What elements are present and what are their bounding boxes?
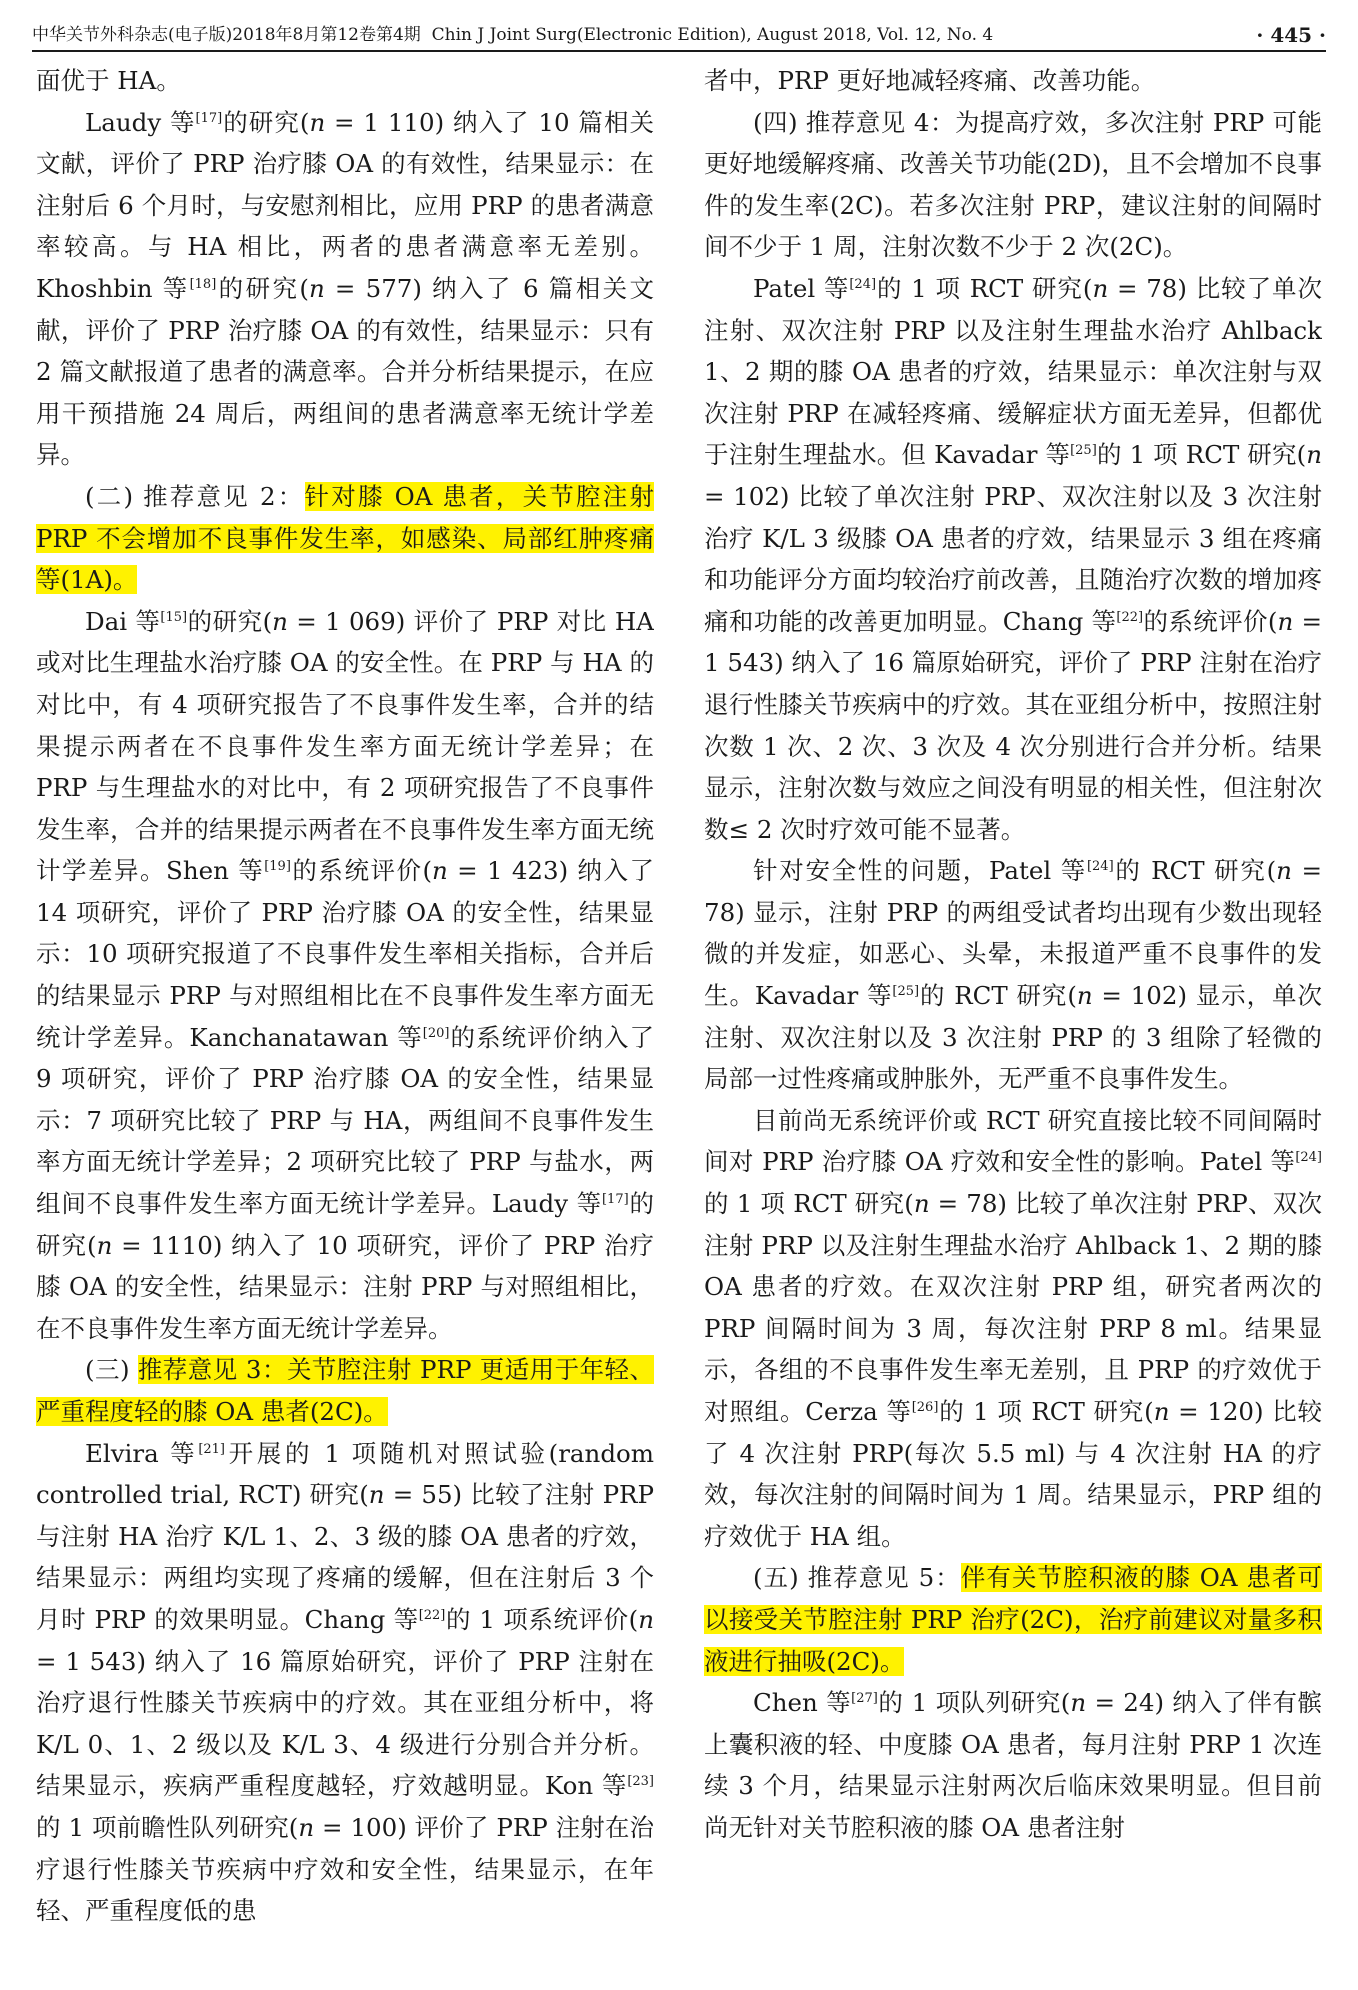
paragraph [36, 1433, 654, 1932]
text-run: (二) 推荐意见 2： [85, 481, 305, 511]
text-run: = 55) 比较了注射 PRP 与注射 HA 治疗 K/L 1、2、3 级的膝 OA 患者的疗效，结果显示：两组均实现了疼痛的缓解，但在注射后 3 个月时 PRP 的效果明显。Chang 等 [36, 1480, 654, 1634]
paragraph [36, 601, 654, 1350]
paragraph [36, 102, 654, 476]
journal-name-en: Chin J Joint Surg(Electronic Edition), August 2018, Vol. 12, No. 4 [431, 25, 994, 45]
text-run: Elvira 等 [85, 1438, 199, 1468]
paragraph [36, 60, 654, 102]
text-run: = 102) 显示，单次注射、双次注射以及 3 次注射 PRP 的 3 组除了轻微的局部一过性疼痛或肿胀外，无严重不良事件发生。 [704, 981, 1322, 1094]
sample-size-symbol: n [1070, 1688, 1087, 1718]
citation-ref: [24] [1295, 1150, 1322, 1166]
text-run: 的 RCT 研究( [1113, 856, 1277, 886]
paragraph [704, 1100, 1322, 1558]
paragraph [36, 476, 654, 601]
page-number: · 445 · [1256, 23, 1326, 47]
text-run: = 120) 比较了 4 次注射 PRP(每次 5.5 ml) 与 4 次注射 HA 的疗效，每次注射的间隔时间为 1 周。结果显示，PRP 组的疗效优于 HA 组。 [704, 1397, 1322, 1551]
citation-ref: [24] [849, 276, 877, 292]
paragraph [704, 1557, 1322, 1682]
text-run: (五) 推荐意见 5： [753, 1563, 961, 1593]
sample-size-symbol: n [1076, 981, 1093, 1011]
text-run: 的系统评价( [1143, 606, 1278, 636]
text-run: 的 1 项 RCT 研究( [704, 1189, 914, 1219]
text-run: = 78) 比较了单次注射 PRP、双次注射 PRP 以及注射生理盐水治疗 Ahlback 1、2 期的膝 OA 患者的疗效。在双次注射 PRP 组，研究者两次的 PRP 间隔时间为 3 周，每次注射 PRP 8 ml。结果显示，各组的不良事件发生率无差别，且 PRP 的疗效优于对照组。Cerza 等 [704, 1189, 1322, 1426]
citation-ref: [17] [601, 1191, 629, 1207]
paragraph [704, 268, 1322, 850]
text-run: 目前尚无系统评价或 RCT 研究直接比较不同间隔时间对 PRP 治疗膝 OA 疗效和安全性的影响。Patel 等 [704, 1105, 1322, 1177]
text-run: = 1 110) 纳入了 10 篇相关文献，评价了 PRP 治疗膝 OA 的有效性，结果显示：在注射后 6 个月时，与安慰剂相比，应用 PRP 的患者满意率较高。与 HA 相比，两者的患者满意率无差别。Khoshbin 等 [36, 107, 654, 303]
text-run: = 1 423) 纳入了 14 项研究，评价了 PRP 治疗膝 OA 的安全性，结果显示：10 项研究报道了不良事件发生率相关指标，合并后的结果显示 PRP 与对照组相比在不良事件发生率方面无统计学差异。Kanchanatawan 等 [36, 856, 654, 1052]
citation-ref: [22] [418, 1607, 446, 1623]
text-run: 的研究( [187, 606, 273, 636]
text-run: = 1 069) 评价了 PRP 对比 HA 或对比生理盐水治疗膝 OA 的安全性。在 PRP 与 HA 的对比中，有 4 项研究报告了不良事件发生率，合并的结果提示两者在不良事件发生率方面无统计学差异；在 PRP 与生理盐水的对比中，有 2 项研究报告了不良事件发生率，合并的结果提示两者在不良事件发生率方面无统计学差异。Shen 等 [36, 606, 654, 886]
citation-ref: [23] [627, 1774, 654, 1790]
citation-ref: [19] [264, 859, 291, 875]
paragraph [704, 850, 1322, 1100]
text-run: (三) [85, 1355, 138, 1385]
sample-size-symbol: n [308, 273, 325, 303]
text-run: Chen 等 [753, 1688, 852, 1718]
sample-size-symbol: n [1277, 606, 1294, 636]
sample-size-symbol: n [1276, 856, 1292, 886]
text-run: Patel 等 [753, 273, 850, 303]
text-run: = 1110) 纳入了 10 项研究，评价了 PRP 治疗膝 OA 的安全性，结果显示：注射 PRP 与对照组相比，在不良事件发生率方面无统计学差异。 [36, 1230, 654, 1343]
citation-ref: [22] [1116, 609, 1144, 625]
text-run: 的 1 项 RCT 研究( [938, 1397, 1154, 1426]
paragraph [704, 102, 1322, 268]
text-run: 的研究( [216, 273, 309, 303]
right-column [704, 60, 1322, 1975]
paragraph [36, 1349, 654, 1432]
citation-ref: [27] [851, 1691, 878, 1706]
text-run: 的 1 项 RCT 研究( [1096, 440, 1307, 470]
citation-ref: [26] [911, 1399, 939, 1415]
text-run: 的系统评价( [290, 856, 433, 886]
citation-ref: [20] [422, 1025, 450, 1041]
text-run: = 102) 比较了单次注射 PRP、双次注射以及 3 次注射治疗 K/L 3 级膝 OA 患者的疗效，结果显示 3 组在疼痛和功能评分方面均较治疗前改善，且随治疗次数的增加疼痛和功能的改善更加明显。Chang 等 [704, 481, 1322, 636]
text-run: Dai 等 [85, 606, 161, 636]
text-run: = 78) 比较了单次注射、双次注射 PRP 以及注射生理盐水治疗 Ahlback 1、2 期的膝 OA 患者的疗效，结果显示：单次注射与双次注射 PRP 在减轻疼痛、缓解症状方面无差异，但都优于注射生理盐水。但 Kavadar 等 [704, 273, 1322, 470]
citation-ref: [21] [198, 1441, 225, 1457]
sample-size-symbol: n [298, 1812, 315, 1842]
sample-size-symbol: n [432, 856, 448, 886]
text-run: = 1 543) 纳入了 16 篇原始研究，评价了 PRP 注射在治疗退行性膝关节疾病中的疗效。其在亚组分析中，按照注射次数 1 次、2 次、3 次及 4 次分别进行合并分析。结果显示，注射次数与效应之间没有明显的相关性，但注射次数≤ 2 次时疗效可能不显著。 [704, 606, 1322, 844]
text-run: = 1 543) 纳入了 16 篇原始研究，评价了 PRP 注射在治疗退行性膝关节疾病中的疗效。其在亚组分析中，将 K/L 0、1、2 级以及 K/L 3、4 级进行分别合并分析。结果显示，疾病严重程度越轻，疗效越明显。Kon 等 [36, 1646, 654, 1801]
citation-ref: [17] [195, 110, 223, 126]
sample-size-symbol: n [1306, 440, 1322, 470]
sample-size-symbol: n [913, 1189, 930, 1219]
sample-size-symbol: n [638, 1604, 654, 1634]
left-column [36, 60, 654, 1975]
text-run: 的 1 项前瞻性队列研究( [36, 1812, 299, 1842]
journal-citation [32, 24, 993, 46]
text-run: 的 1 项系统评价( [445, 1604, 639, 1634]
citation-ref: [25] [892, 983, 920, 999]
highlighted-recommendation: 推荐意见 3：关节腔注射 PRP 更适用于年轻、严重程度轻的膝 OA 患者(2C)。 [36, 1355, 654, 1426]
text-run: = 78) 显示，注射 PRP 的两组受试者均出现有少数出现轻微的并发症，如恶心、头晕，未报道严重不良事件的发生。Kavadar 等 [704, 856, 1322, 1011]
highlighted-recommendation: 伴有关节腔积液的膝 OA 患者可以接受关节腔注射 PRP 治疗(2C)，治疗前建议对量多积液进行抽吸(2C)。 [704, 1563, 1322, 1676]
sample-size-symbol: n [1153, 1397, 1170, 1426]
text-run: = 24) 纳入了伴有髌上囊积液的轻、中度膝 OA 患者，每月注射 PRP 1 次连续 3 个月，结果显示注射两次后临床效果明显。但目前尚无针对关节腔积液的膝 OA 患者注射 [704, 1688, 1322, 1842]
text-run: 面优于 HA。 [36, 66, 181, 95]
sample-size-symbol: n [309, 107, 326, 137]
text-run: 开展的 1 项随机对照试验(random controlled trial, RCT) 研究( [36, 1438, 654, 1510]
text-run: 的 1 项 RCT 研究( [876, 273, 1093, 303]
journal-name-cn: 中华关节外科杂志(电子版)2018年8月第12卷第4期 [32, 25, 421, 45]
sample-size-symbol: n [272, 606, 288, 636]
text-run: 的研究( [222, 107, 310, 137]
citation-ref: [18] [189, 276, 217, 292]
text-run: (四) 推荐意见 4：为提高疗效，多次注射 PRP 可能更好地缓解疼痛、改善关节功能(2D)，且不会增加不良事件的发生率(2C)。若多次注射 PRP，建议注射的间隔时间不少于 1 周，注射次数不少于 2 次(2C)。 [704, 107, 1322, 262]
text-run: 针对安全性的问题，Patel 等 [753, 856, 1087, 886]
citation-ref: [15] [160, 609, 188, 625]
sample-size-symbol: n [1092, 273, 1109, 303]
text-run: = 100) 评价了 PRP 注射在治疗退行性膝关节疾病中疗效和安全性，结果显示，在年轻、严重程度低的患 [36, 1812, 654, 1926]
sample-size-symbol: n [368, 1480, 385, 1510]
citation-ref: [25] [1070, 443, 1097, 459]
text-run: 的 RCT 研究( [919, 981, 1077, 1011]
text-run: = 577) 纳入了 6 篇相关文献，评价了 PRP 治疗膝 OA 的有效性，结果显示：只有 2 篇文献报道了患者的满意率。合并分析结果提示，在应用干预措施 24 周后，两组间的患者满意率无统计学差异。 [36, 273, 654, 470]
running-header [32, 10, 1326, 52]
text-run: 的研究( [36, 1189, 654, 1260]
text-run: Laudy 等 [85, 107, 196, 137]
sample-size-symbol: n [96, 1230, 113, 1260]
highlighted-recommendation: 针对膝 OA 患者，关节腔注射 PRP 不会增加不良事件发生率，如感染、局部红肿疼痛等(1A)。 [36, 481, 654, 595]
text-run: 的 1 项队列研究( [877, 1688, 1071, 1718]
paragraph [704, 1682, 1322, 1848]
citation-ref: [24] [1086, 859, 1114, 875]
text-run: 的系统评价纳入了 9 项研究，评价了 PRP 治疗膝 OA 的安全性，结果显示：7 项研究比较了 PRP 与 HA，两组间不良事件发生率方面无统计学差异；2 项研究比较了 PRP 与盐水，两组间不良事件发生率方面无统计学差异。Laudy 等 [36, 1022, 654, 1219]
paragraph [704, 60, 1322, 102]
text-run: 者中，PRP 更好地减轻疼痛、改善功能。 [704, 66, 1156, 95]
